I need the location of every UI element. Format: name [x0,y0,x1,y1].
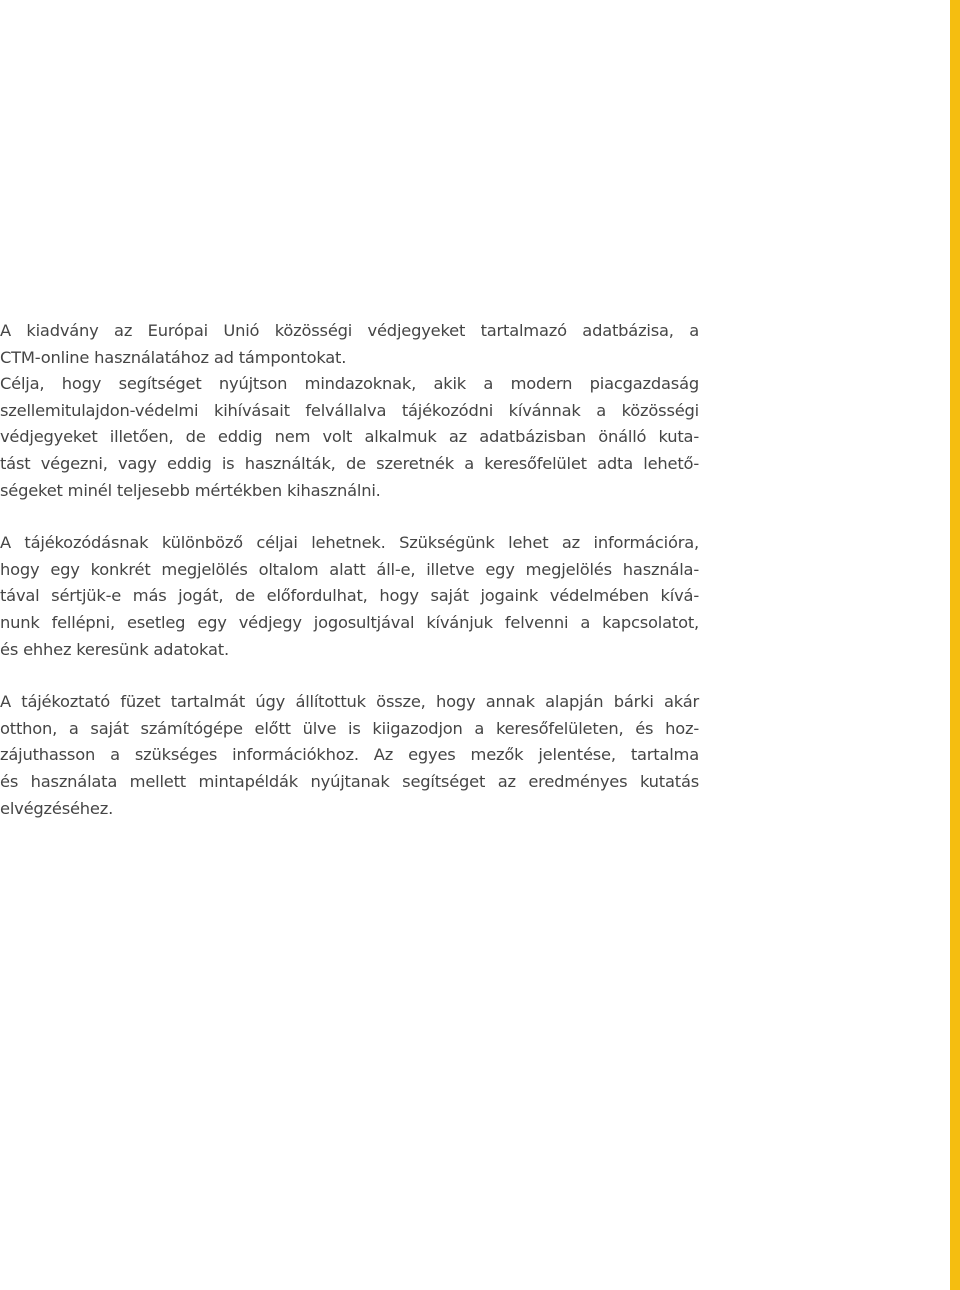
paragraph-gap [0,504,699,530]
paragraph-goals [0,530,699,663]
text-line: A tájékoztató füzet tartalmát úgy állítottuk össze, hogy annak alapján bárki akár [0,692,699,712]
text-line: védjegyeket illetően, de eddig nem volt alkalmuk az adatbázisban önálló kuta- [0,427,699,447]
paragraph-intro [0,318,699,371]
accent-bar [950,0,960,1290]
text-line: A tájékozódásnak különböző céljai lehetnek. Szükségünk lehet az információra, [0,533,699,553]
text-line: A kiadvány az Európai Unió közösségi védjegyeket tartalmazó adatbázisa, a [0,321,699,340]
text-line: nunk fellépni, esetleg egy védjegy jogosultjával kívánjuk felvenni a kapcsolatot, [0,612,699,632]
text-line: tával sértjük-e más jogát, de előfordulhat, hogy saját jogaink védelmében kívá- [0,586,699,606]
text-line: CTM-online használatához ad támpontokat. [0,347,347,367]
text-line: szellemitulajdon-védelmi kihívásait felvállalva tájékozódni kívánnak a közösségi [0,400,699,420]
text-line: elvégzéséhez. [0,798,114,818]
text-line: zájuthasson a szükséges információkhoz. Az egyes mezők jelentése, tartalma [0,745,699,765]
text-line: otthon, a saját számítógépe előtt ülve is kiigazodjon a keresőfelületen, és hoz- [0,718,699,738]
text-line: és használata mellett mintapéldák nyújtanak segítséget az eredményes kutatás [0,771,699,791]
text-line: és ehhez keresünk adatokat. [0,639,229,659]
text-line: Célja, hogy segítséget nyújtson mindazoknak, akik a modern piacgazdaság [0,374,699,394]
paragraph-usage [0,689,699,822]
paragraph-purpose [0,371,699,504]
body-text [0,318,699,822]
text-line: ségeket minél teljesebb mértékben kihasználni. [0,480,381,500]
text-line: tást végezni, vagy eddig is használták, de szeretnék a keresőfelület adta lehető- [0,453,699,473]
text-line: hogy egy konkrét megjelölés oltalom alatt áll-e, illetve egy megjelölés használa- [0,559,699,579]
paragraph-gap [0,663,699,689]
